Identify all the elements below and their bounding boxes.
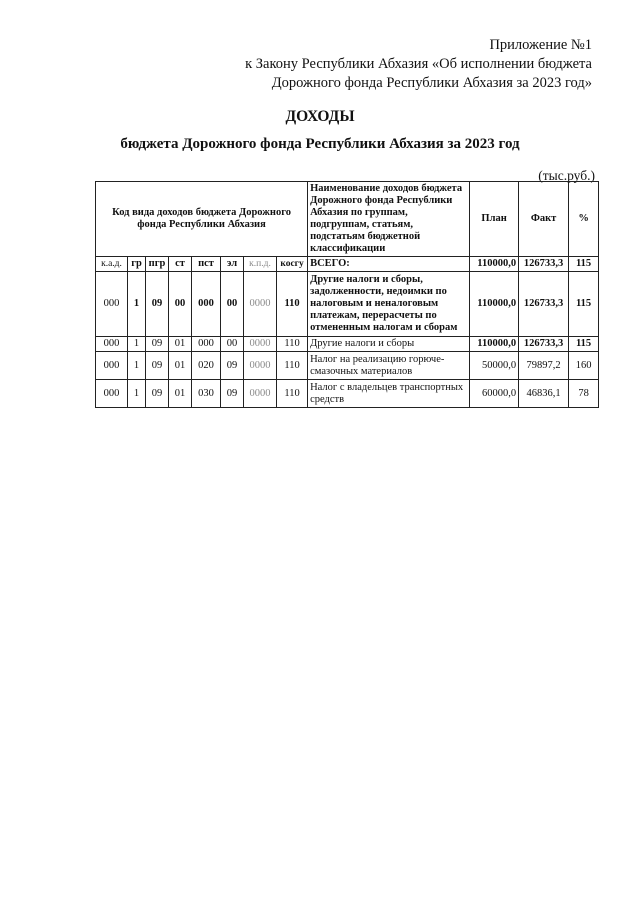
- total-row: [96, 257, 599, 272]
- header-fact: Факт: [519, 182, 569, 257]
- document-title: ДОХОДЫ: [285, 108, 355, 125]
- cell-gr: 1: [128, 272, 146, 337]
- cell-gr: 1: [128, 380, 146, 408]
- cell-kpd: 0000: [244, 352, 277, 380]
- document-subtitle: бюджета Дорожного фонда Республики Абхазия за 2023 год: [120, 136, 520, 152]
- cell-kad: 000: [96, 380, 128, 408]
- cell-kosgu: 110: [277, 352, 308, 380]
- cell-el: 00: [221, 272, 244, 337]
- row-name: Налог на реализацию горюче-смазочных материалов: [308, 352, 470, 380]
- table-header-row: [96, 182, 599, 257]
- total-fact: 126733,3: [519, 257, 569, 272]
- header-name: Наименование доходов бюджета Дорожного фонда Республики Абхазия по группам, подгруппам, статьям, подстатьям бюджетной классификации: [308, 182, 470, 257]
- code-col-pst: пст: [192, 257, 221, 272]
- annex-line-2: к Закону Республики Абхазия «Об исполнении бюджета: [245, 56, 592, 72]
- code-col-kpd: к.п.д.: [244, 257, 277, 272]
- row-pct: 160: [569, 352, 599, 380]
- row-pct: 115: [569, 272, 599, 337]
- units-label: (тыс.руб.): [538, 168, 595, 183]
- code-col-st: ст: [169, 257, 192, 272]
- row-fact: 126733,3: [519, 272, 569, 337]
- cell-st: 00: [169, 272, 192, 337]
- cell-pst: 030: [192, 380, 221, 408]
- cell-kad: 000: [96, 272, 128, 337]
- code-col-gr: гр: [128, 257, 146, 272]
- row-fact: 126733,3: [519, 337, 569, 352]
- cell-st: 01: [169, 352, 192, 380]
- row-pct: 78: [569, 380, 599, 408]
- cell-st: 01: [169, 337, 192, 352]
- row-plan: 110000,0: [470, 272, 519, 337]
- row-plan: 110000,0: [470, 337, 519, 352]
- total-pct: 115: [569, 257, 599, 272]
- cell-pst: 000: [192, 272, 221, 337]
- row-name: Налог с владельцев транспортных средств: [308, 380, 470, 408]
- annex-line-1: Приложение №1: [489, 37, 592, 53]
- code-col-kad: к.а.д.: [96, 257, 128, 272]
- cell-el: 09: [221, 352, 244, 380]
- cell-kpd: 0000: [244, 380, 277, 408]
- cell-kpd: 0000: [244, 272, 277, 337]
- cell-kosgu: 110: [277, 272, 308, 337]
- code-col-kosgu: косгу: [277, 257, 308, 272]
- annex-block: [245, 36, 592, 93]
- cell-pst: 020: [192, 352, 221, 380]
- row-pct: 115: [569, 337, 599, 352]
- cell-kosgu: 110: [277, 380, 308, 408]
- header-plan: План: [470, 182, 519, 257]
- cell-pgr: 09: [146, 337, 169, 352]
- cell-st: 01: [169, 380, 192, 408]
- table-row: [96, 352, 599, 380]
- cell-pgr: 09: [146, 352, 169, 380]
- cell-gr: 1: [128, 352, 146, 380]
- total-plan: 110000,0: [470, 257, 519, 272]
- row-fact: 79897,2: [519, 352, 569, 380]
- row-fact: 46836,1: [519, 380, 569, 408]
- revenue-table: [95, 181, 599, 408]
- header-pct: %: [569, 182, 599, 257]
- cell-kosgu: 110: [277, 337, 308, 352]
- cell-el: 09: [221, 380, 244, 408]
- header-code-group: Код вида доходов бюджета Дорожного фонда Республики Абхазия: [96, 182, 308, 257]
- cell-kad: 000: [96, 352, 128, 380]
- cell-pgr: 09: [146, 272, 169, 337]
- table-row: [96, 272, 599, 337]
- cell-pst: 000: [192, 337, 221, 352]
- row-plan: 60000,0: [470, 380, 519, 408]
- total-name: ВСЕГО:: [308, 257, 470, 272]
- cell-kpd: 0000: [244, 337, 277, 352]
- cell-gr: 1: [128, 337, 146, 352]
- annex-line-3: Дорожного фонда Республики Абхазия за 2023 год»: [271, 75, 592, 91]
- cell-kad: 000: [96, 337, 128, 352]
- table-row: [96, 337, 599, 352]
- cell-pgr: 09: [146, 380, 169, 408]
- row-name: Другие налоги и сборы: [308, 337, 470, 352]
- code-col-pgr: пгр: [146, 257, 169, 272]
- table-row: [96, 380, 599, 408]
- row-plan: 50000,0: [470, 352, 519, 380]
- code-col-el: эл: [221, 257, 244, 272]
- cell-el: 00: [221, 337, 244, 352]
- row-name: Другие налоги и сборы, задолженности, недоимки по налоговым и неналоговым платежам, перерасчеты по отмененным налогам и сборам: [308, 272, 470, 337]
